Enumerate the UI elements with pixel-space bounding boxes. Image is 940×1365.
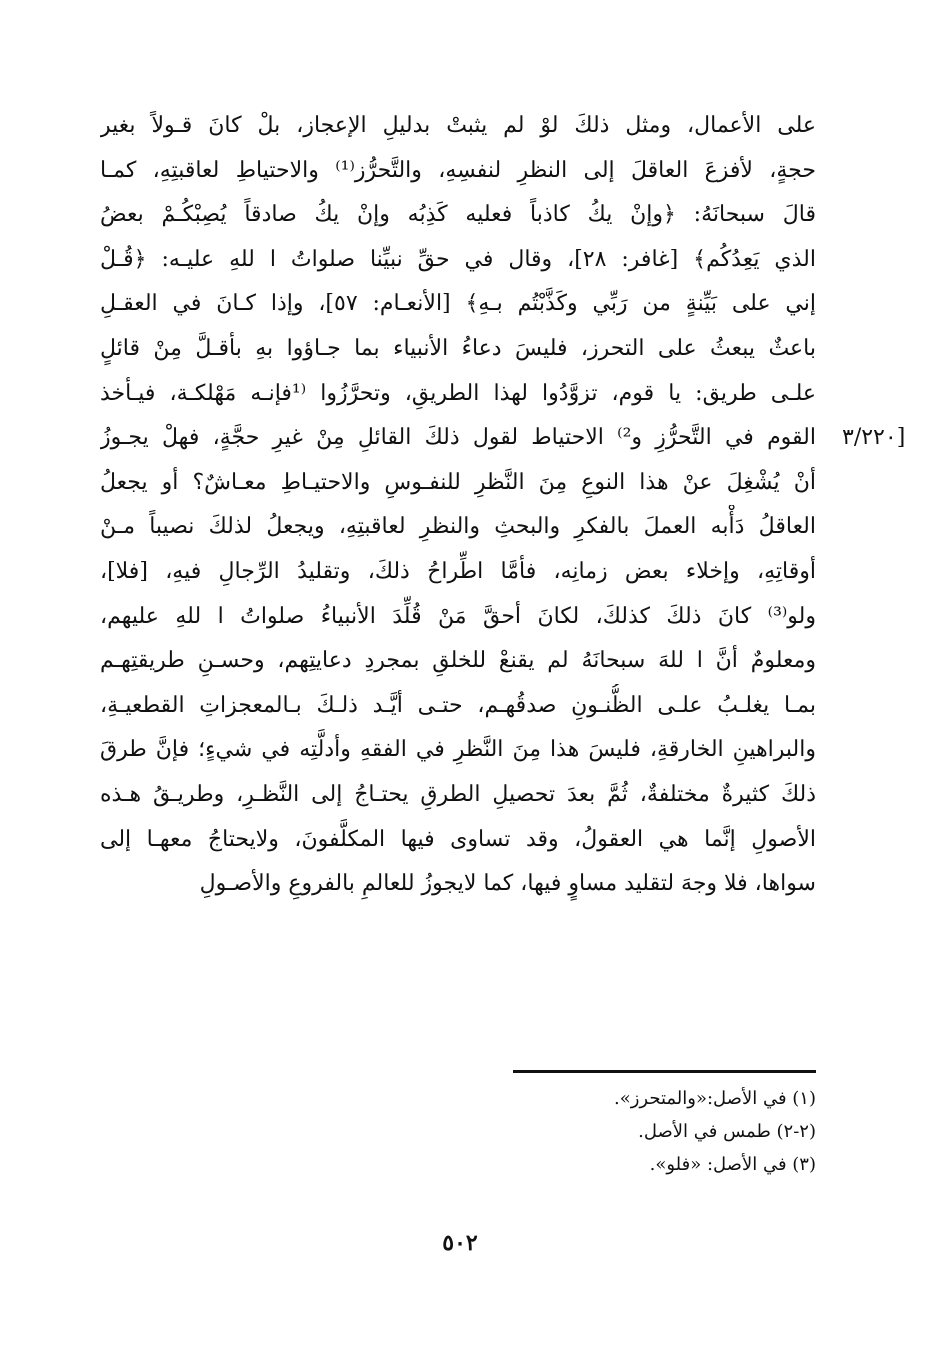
footnote-3: (٣) في الأصل: «فلو». <box>649 1154 816 1175</box>
main-text <box>100 104 816 907</box>
text-line: أوقاتِهِ، وإخلاء بعض زمانِه، فأمَّا اطِّراحُ ذلكَ، وتقليدُ الرِّجالِ فيهِ، [فلا]، <box>100 558 816 584</box>
text-line: باعثٌ يبعثُ على التحرز، فليسَ دعاءُ الأنبياء بما جـاؤوا بهِ بأقـلَّ مِنْ قائلٍ <box>100 335 816 361</box>
footnote-separator <box>513 1070 816 1073</box>
text-line: الأصولِ إنَّما هي العقولُ، وقد تساوى فيها المكلَّفونَ، ولايحتاجُ معهـا إلى <box>100 826 816 852</box>
page-number: ٥٠٢ <box>442 1230 478 1256</box>
margin-page-reference: [٣/٢٢٠ <box>842 425 906 450</box>
text-line: إني على بَيِّنةٍ من رَبِّي وكَذَّبْتُم بـهِ﴾ [الأنعـام: ٥٧]، وإذا كـانَ في العقـلِ <box>100 291 816 317</box>
text-line: علـى طريق: يا قوم، تزوَّدُوا لهذا الطريقِ، وتحرَّزُوا ⁽¹فإنـه مَهْلكـة، فيـأخذ <box>100 380 816 406</box>
text-line: بمـا يغلـبُ علـى الظُّنـونِ صدقُهـم، حتـى أيَّـد ذلـكَ بـالمعجزاتِ القطعيـةِ، <box>100 692 816 718</box>
text-line: حجةٍ، لأفزعَ العاقلَ إلى النظرِ لنفسِهِ، والتَّحرُّز⁽¹⁾ والاحتياطِ لعاقبتِهِ، كمـا <box>100 157 816 183</box>
text-line: ومعلومٌ أنَّ ا للهَ سبحانَهُ لم يقنعْ للخلقِ بمجردِ دعايتِهم، وحسـنِ طريقتِهـم <box>100 648 816 674</box>
text-line: الذي يَعِدُكُم﴾ [غافر: ٢٨]، وقال في حقِّ نبيِّنا صلواتُ ا للهِ عليـه: ﴿قُـلْ <box>100 246 816 272</box>
text-line: ولو⁽³⁾ كانَ ذلكَ كذلكَ، لكانَ أحقَّ مَنْ قُلِّدَ الأنبياءُ صلواتُ ا للهِ عليهم، <box>100 603 816 629</box>
footnote-2: (٢-٢) طمس في الأصل. <box>638 1121 816 1142</box>
text-line: العاقلُ دَأْبه العملَ بالفكرِ والبحثِ والنظرِ لعاقبتِهِ، ويجعلُ لذلكَ نصيباً مـنْ <box>100 514 816 540</box>
text-line: ذلكَ كثيرةٌ مختلفةٌ، ثُمَّ بعدَ تحصيلِ الطرقِ يحتـاجُ إلى النَّظـرِ، وطريـقُ هـذه <box>100 781 816 807</box>
footnote-1: (١) في الأصل:«والمتحرز». <box>613 1088 816 1109</box>
footnotes <box>480 1082 816 1181</box>
text-line: أنْ يُشْغِلَ عنْ هذا النوعِ مِنَ النَّظرِ للنفـوسِ والاحتيـاطِ معـاشٌ؟ أو يجعلُ <box>100 469 816 495</box>
text-line: القوم في التَّحرُّزِ و²⁾ الاحتياط لقول ذلكَ القائلِ مِنْ غيرِ حجَّةٍ، فهلْ يجـوزُ <box>100 425 816 451</box>
text-line: قالَ سبحانَهُ: ﴿وإنْ يكُ كاذباً فعليه كَذِبُه وإنْ يكُ صادقاً يُصِبْكُـمْ بعضُ <box>100 202 816 228</box>
text-line: سواها، فلا وجهَ لتقليد مساوٍ فيها، كما لايجوزُ للعالمِ بالفروعِ والأصـولِ <box>199 871 816 897</box>
text-line: والبراهينِ الخارقةِ، فليسَ هذا مِنَ النَّظرِ في الفقهِ وأدلَّتِه في شيءٍ؛ فإنَّ طرقَ <box>100 737 816 763</box>
text-line: على الأعمال، ومثل ذلكَ لوْ لم يثبتْ بدليلِ الإعجاز، بلْ كانَ قـولاً بغير <box>100 113 816 138</box>
